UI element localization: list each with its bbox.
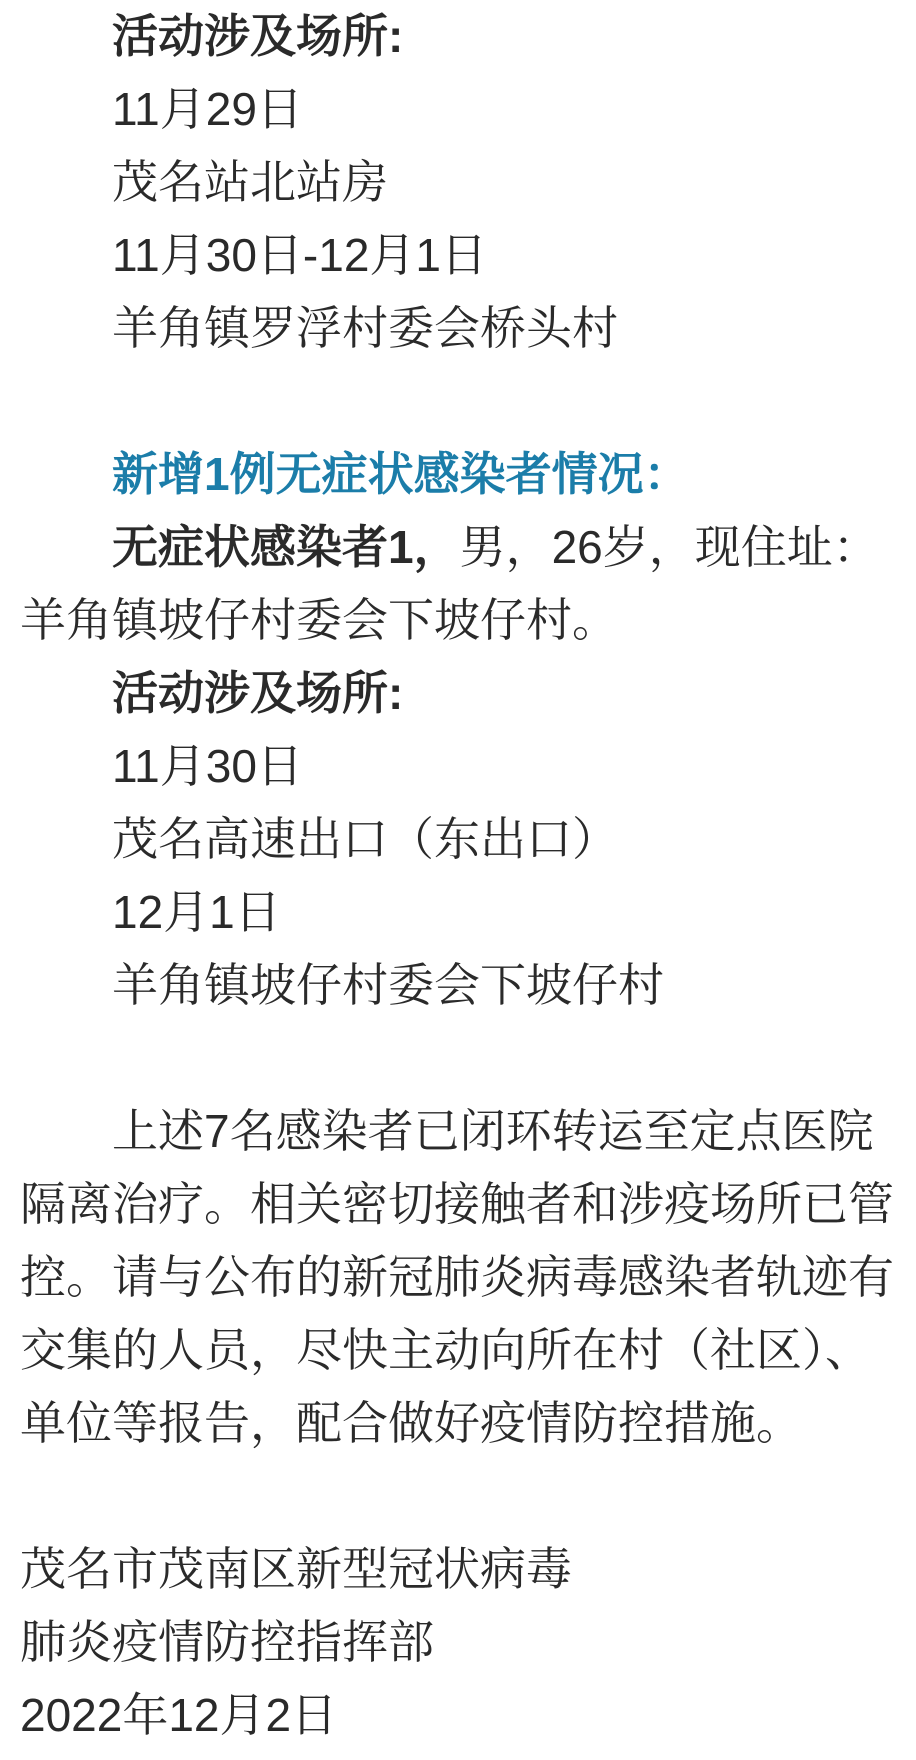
closing-paragraph: 上述7名感染者已闭环转运至定点医院隔离治疗。相关密切接触者和涉疫场所已管控。请与公布的新冠肺炎病毒感染者轨迹有交集的人员，尽快主动向所在村（社区）、单位等报告，配合做好疫情防控措施。 xyxy=(20,1105,894,1449)
section2-date-line-2: 12月1日 xyxy=(112,886,281,938)
section2-date-line-1: 11月30日 xyxy=(112,740,303,792)
section2-place-line-2: 羊角镇坡仔村委会下坡仔村 xyxy=(112,959,664,1011)
signature-org-line-1: 茂名市茂南区新型冠状病毒 xyxy=(20,1543,572,1595)
signature-org-line-2: 肺炎疫情防控指挥部 xyxy=(20,1616,434,1668)
paragraph-spacer xyxy=(20,1460,896,1533)
paragraph-spacer xyxy=(20,1022,896,1095)
section2-place-line-1: 茂名高速出口（东出口） xyxy=(112,813,618,865)
new-case-section-heading: 新增1例无症状感染者情况： xyxy=(112,448,690,500)
section2-places-heading: 活动涉及场所: xyxy=(112,667,404,719)
paragraph-spacer xyxy=(20,365,896,438)
case-info-text: 男，26岁，现住址：羊角镇坡仔村委会下坡仔村。 xyxy=(20,521,879,646)
case-number-label: 无症状感染者1， xyxy=(112,521,460,573)
signature-date-line: 2022年12月2日 xyxy=(20,1689,338,1741)
section1-place-line-1: 茂名站北站房 xyxy=(112,156,388,208)
case-detail-paragraph xyxy=(20,511,896,657)
section1-places-heading: 活动涉及场所: xyxy=(112,10,404,62)
section1-place-line-2: 羊角镇罗浮村委会桥头村 xyxy=(112,302,618,354)
section1-date-line-1: 11月29日 xyxy=(112,83,303,135)
section1-date-line-2: 11月30日-12月1日 xyxy=(112,229,487,281)
